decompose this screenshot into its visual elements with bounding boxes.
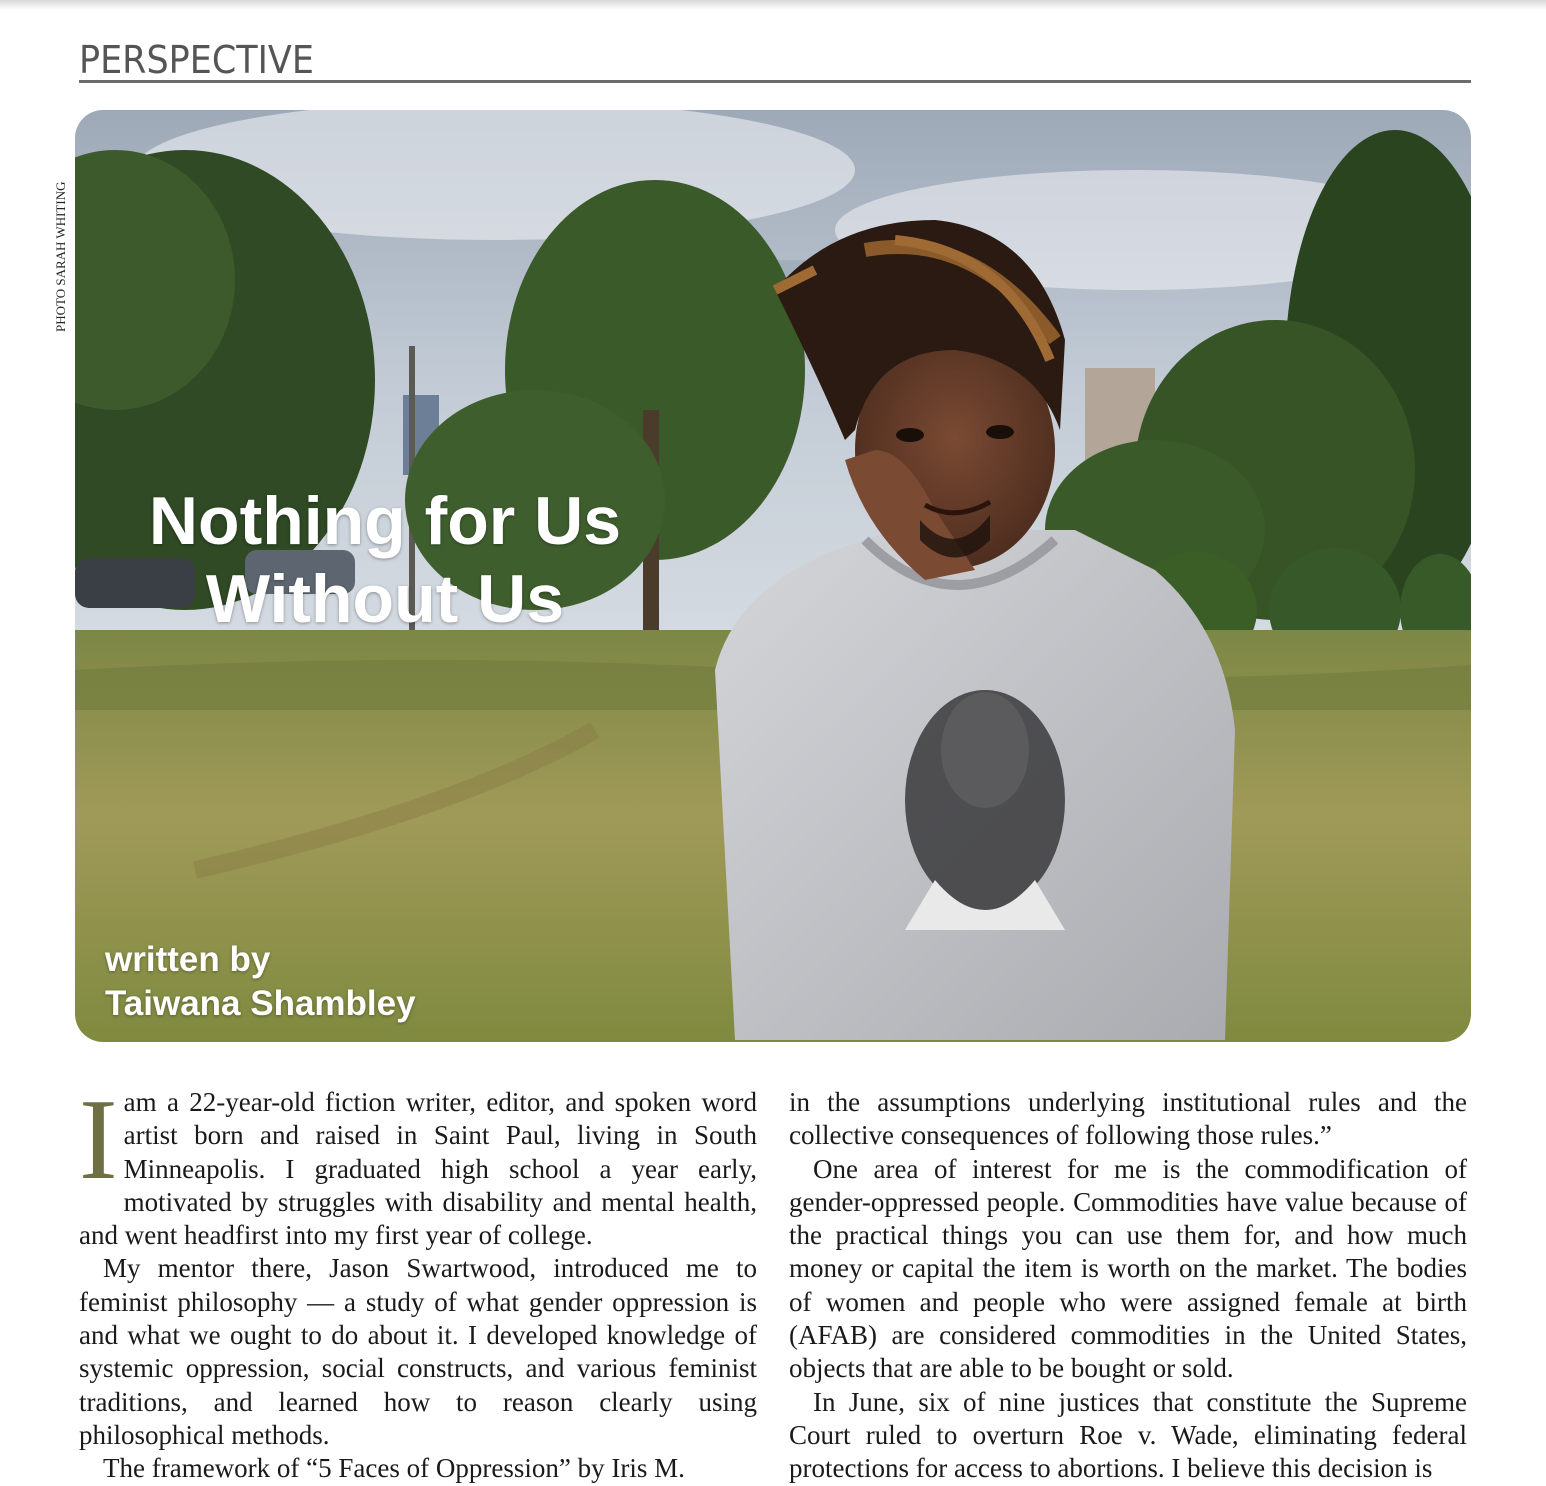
headline-line-2: Without Us [205,561,565,637]
article-column-left [79,1076,757,1486]
paragraph-right-1: in the assumptions underlying institutional rules and the collective consequences of following those rules.” [789,1087,1467,1151]
paragraph-right-3: In June, six of nine justices that constitute the Supreme Court ruled to overturn Roe v. Wade, eliminating federal protections for access to abortions. I believe this decision is [789,1386,1467,1484]
page-top-shadow [0,0,1546,10]
section-title: PERSPECTIVE [79,38,314,82]
byline [105,938,416,1026]
byline-prefix: written by [105,940,271,979]
paragraph-1 [79,1076,757,1252]
paragraph-1-text: am a 22-year-old fiction writer, editor, and spoken word artist born and raised in Saint Paul, living in South Minneapolis. I graduated high school a year early, motivated by struggles with disability and mental health, and went headfirst into my first year of college. [79,1087,757,1251]
article-column-right [789,1086,1467,1486]
paragraph-3: The framework of “5 Faces of Oppression” by Iris M. [103,1453,685,1484]
headline-line-1: Nothing for Us [148,483,622,559]
paragraph-right-2: One area of interest for me is the commodification of gender-oppressed people. Commodities have value because of the practical things you can use them for, and how much money or capital the item is worth on the market. The bodies of women and people who were assigned female at birth (AFAB) are considered commodities in the United States, objects that are able to be bought or sold. [789,1153,1467,1384]
section-header [79,36,1471,83]
article-headline [75,482,695,638]
drop-cap: I [79,1076,118,1204]
author-name: Taiwana Shambley [105,984,416,1023]
photo-credit: PHOTO SARAH WHITING [53,181,68,332]
paragraph-2: My mentor there, Jason Swartwood, introduced me to feminist philosophy — a study of what gender oppression is and what we ought to do about it. I developed knowledge of systemic oppression, social constructs, and various feminist traditions, and learned how to reason clearly using philosophical methods. [79,1253,757,1450]
hero-photo [75,110,1471,1042]
